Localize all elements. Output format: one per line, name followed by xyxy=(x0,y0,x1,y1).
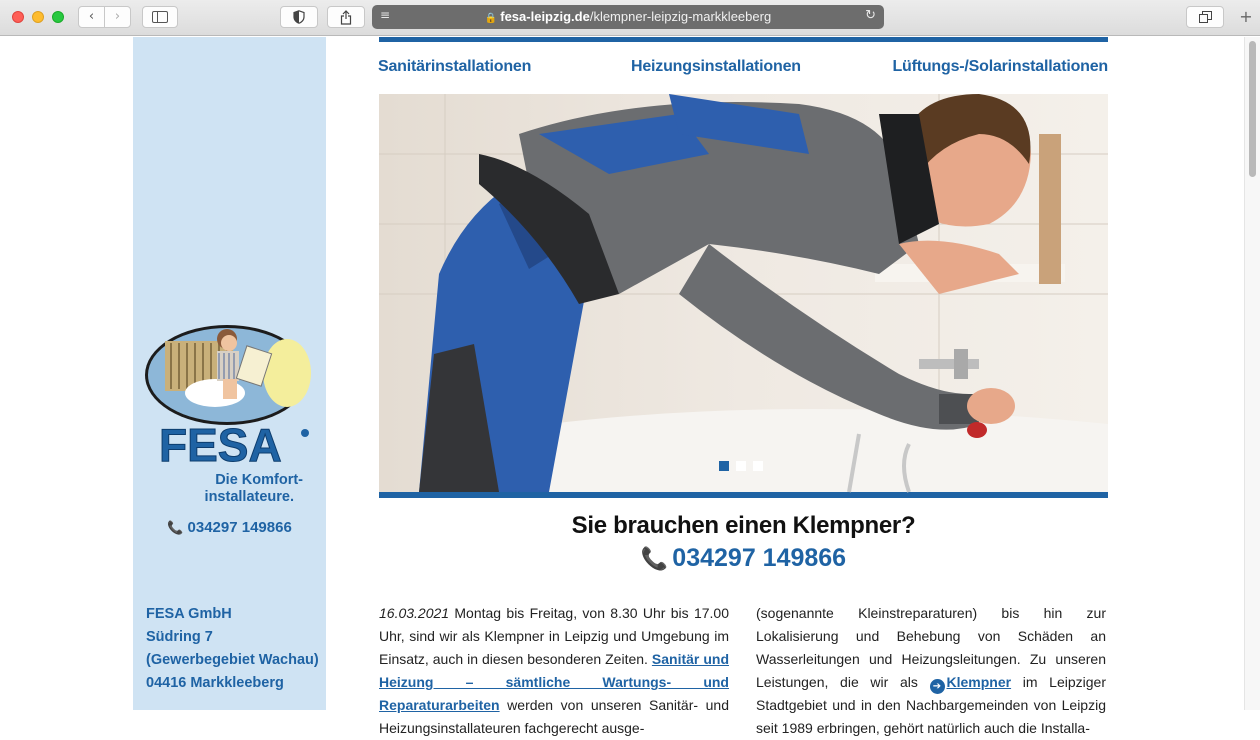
address-bar[interactable] xyxy=(372,5,884,29)
slider-dot-2[interactable] xyxy=(736,461,746,471)
address-company: FESA GmbH xyxy=(146,606,232,622)
privacy-report-button[interactable] xyxy=(280,6,318,28)
reload-icon[interactable]: ↻ xyxy=(865,8,876,23)
link-klempner-label: Klempner xyxy=(946,674,1012,690)
nav-heizung[interactable]: Heizungsinstallationen xyxy=(631,58,801,75)
back-button[interactable] xyxy=(78,6,105,28)
logo-tagline-1: Die Komfort- xyxy=(215,472,303,488)
tab-overview-button[interactable] xyxy=(1186,6,1224,28)
col2-text-1: (sogenannte Kleinstreparaturen) bis hin zur Lokalisierung und Behebung von Schäden an Wasserleitungen und Heizungsleitungen. Zu unseren Leistungen, die wir als xyxy=(756,605,1106,690)
share-icon xyxy=(340,10,352,25)
plus-icon: + xyxy=(1239,7,1253,26)
sidebar-phone-link[interactable] xyxy=(133,519,326,536)
hero-plumber-image xyxy=(379,94,1108,492)
share-button[interactable] xyxy=(327,6,365,28)
phone-icon: 📞 xyxy=(640,547,669,572)
shield-icon xyxy=(293,10,305,24)
fesa-logo[interactable] xyxy=(145,323,313,503)
tabs-icon xyxy=(1199,11,1212,23)
reader-icon[interactable]: ≡ xyxy=(380,8,391,22)
col1-text-1: Montag bis Freitag, von 8.30 Uhr bis 17.00 Uhr, sind wir als Klempner in Leipzig und Umgebung im Einsatz, auch in diesen besonderen Zeiten. xyxy=(379,605,729,667)
address-street: Südring 7 xyxy=(146,629,213,645)
url-text xyxy=(372,9,884,24)
company-address xyxy=(146,603,319,695)
chevron-left-icon: ‹ xyxy=(88,9,95,24)
lock-icon: 🔒 xyxy=(484,13,498,24)
hero-slider[interactable] xyxy=(379,94,1108,498)
left-sidebar xyxy=(133,37,326,710)
forward-button[interactable] xyxy=(104,6,131,28)
top-divider xyxy=(379,37,1108,42)
address-city: 04416 Markkleeberg xyxy=(146,675,284,691)
main-content xyxy=(378,37,1108,736)
logo-brand-text: FESA xyxy=(159,419,282,471)
minimize-window-button[interactable] xyxy=(32,11,44,23)
page-headline: Sie brauchen einen Klempner? xyxy=(571,512,916,539)
sidebar-phone-number: 034297 149866 xyxy=(187,519,292,536)
close-window-button[interactable] xyxy=(12,11,24,23)
text-column-1 xyxy=(379,602,729,740)
browser-toolbar xyxy=(0,0,1260,36)
main-navigation xyxy=(379,58,1108,80)
main-phone-link[interactable] xyxy=(379,544,1108,573)
col1-text-2: werden von unseren Sanitär- und Heizungsinstallateuren fachgerecht ausge- xyxy=(379,697,729,736)
main-phone-number: 034297 149866 xyxy=(672,544,847,572)
web-page xyxy=(0,37,1244,736)
slider-dot-1[interactable] xyxy=(719,461,729,471)
address-area: (Gewerbegebiet Wachau) xyxy=(146,652,319,668)
new-tab-button[interactable] xyxy=(1236,6,1256,28)
link-sanitaer-heizung[interactable]: Sanitär und Heizung – sämtliche Wartungs- und Reparaturarbeiten xyxy=(379,651,729,713)
arrow-right-circle-icon: ➔ xyxy=(930,679,945,694)
col2-text-2: im Leipziger Stadtgebiet und in den Nachbargemeinden von Leipzig seit 1989 erbringen, gehört natürlich auch die Installa- xyxy=(756,674,1106,736)
chevron-right-icon: › xyxy=(114,9,121,24)
url-path: /klempner-leipzig-markkleeberg xyxy=(589,9,772,24)
logo-image xyxy=(145,323,313,503)
news-date: 16.03.2021 xyxy=(379,605,450,621)
slider-dot-3[interactable] xyxy=(753,461,763,471)
page-scrollbar[interactable] xyxy=(1244,37,1260,710)
sidebar-toggle-button[interactable] xyxy=(142,6,178,28)
nav-sanitaer[interactable]: Sanitärinstallationen xyxy=(378,58,532,75)
zoom-window-button[interactable] xyxy=(52,11,64,23)
nav-lueftung-solar[interactable]: Lüftungs-/Solarinstallationen xyxy=(892,58,1108,75)
scrollbar-thumb[interactable] xyxy=(1249,41,1256,177)
phone-icon: 📞 xyxy=(167,521,184,536)
url-host: fesa-leipzig.de xyxy=(500,9,590,24)
sidebar-icon xyxy=(152,11,168,23)
link-klempner[interactable] xyxy=(930,674,1012,690)
slider-dots xyxy=(719,461,770,471)
text-column-2 xyxy=(756,602,1106,740)
logo-tagline-2: installateure. xyxy=(204,489,294,505)
